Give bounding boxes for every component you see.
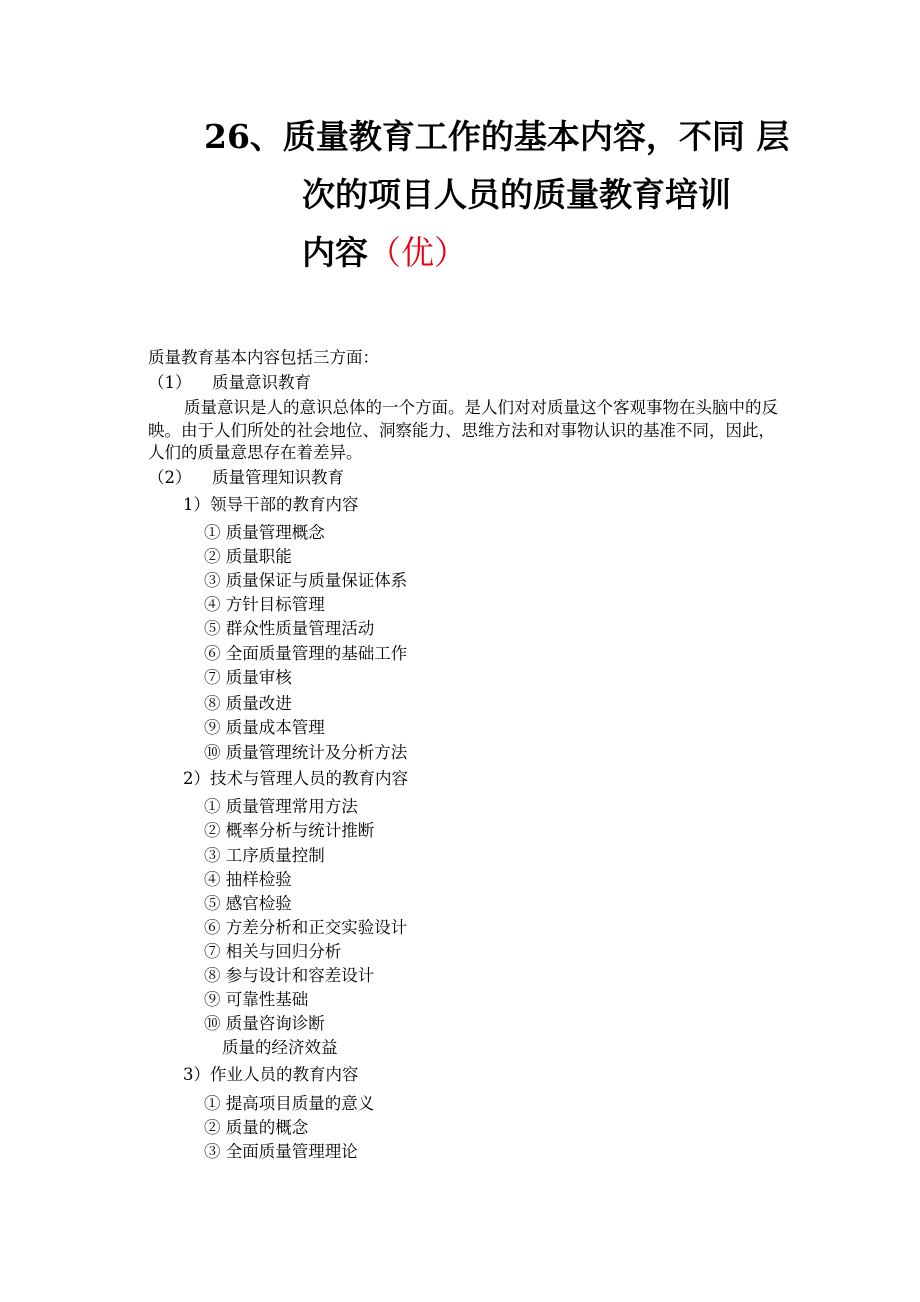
list-item: ⑤ 群众性质量管理活动 <box>204 619 375 638</box>
list-item: ⑧ 参与设计和容差设计 <box>204 966 375 985</box>
list-item: ④ 方针目标管理 <box>204 595 325 614</box>
list-item-continuation: 质量的经济效益 <box>222 1038 338 1057</box>
list-item: ⑩ 质量管理统计及分析方法 <box>204 743 408 762</box>
list-item: ⑤ 感官检验 <box>204 894 292 913</box>
quality-mark: （优） <box>368 233 467 272</box>
list-item: ⑥ 全面质量管理的基础工作 <box>204 644 408 663</box>
list-item: ⑥ 方差分析和正交实验设计 <box>204 918 408 937</box>
section-1-paragraph: 质量意识是人的意识总体的一个方面。是人们对对质量这个客观事物在头脑中的反映。由于人们所处的社会地位、洞察能力、思维方法和对事物认识的基准不同，因此，人们的质量意思存在着差异。 <box>148 398 778 462</box>
list-item: ① 质量管理概念 <box>204 523 325 542</box>
list-item: ② 质量的概念 <box>204 1118 309 1137</box>
title-line-3 <box>302 233 467 272</box>
section-1-number: （1） <box>148 373 192 392</box>
group-3-title: 3）作业人员的教育内容 <box>183 1065 359 1084</box>
list-item: ⑦ 质量审核 <box>204 668 292 687</box>
list-item: ⑦ 相关与回归分析 <box>204 942 342 961</box>
list-item: ③ 工序质量控制 <box>204 846 325 865</box>
list-item: ② 概率分析与统计推断 <box>204 821 375 840</box>
list-item: ④ 抽样检验 <box>204 870 292 889</box>
section-2-number: （2） <box>148 468 192 487</box>
list-item: ③ 质量保证与质量保证体系 <box>204 571 408 590</box>
list-item: ③ 全面质量管理理论 <box>204 1142 358 1161</box>
list-item: ① 提高项目质量的意义 <box>204 1094 375 1113</box>
section-1-heading <box>148 375 311 392</box>
group-1-title: 1）领导干部的教育内容 <box>183 495 359 514</box>
section-2-heading <box>148 470 344 487</box>
title-line-3-main: 内容 <box>302 233 368 272</box>
list-item: ⑧ 质量改进 <box>204 694 292 713</box>
section-1-title: 质量意识教育 <box>212 373 311 392</box>
title-line-1: 26、质量教育工作的基本内容，不同 层 <box>204 117 790 156</box>
title-line-2: 次的项目人员的质量教育培训 <box>302 175 731 214</box>
list-item: ② 质量职能 <box>204 547 292 566</box>
intro-text: 质量教育基本内容包括三方面： <box>148 348 379 367</box>
group-2-title: 2）技术与管理人员的教育内容 <box>183 769 408 788</box>
list-item: ⑨ 质量成本管理 <box>204 718 325 737</box>
list-item: ⑩ 质量咨询诊断 <box>204 1014 325 1033</box>
list-item: ① 质量管理常用方法 <box>204 797 358 816</box>
section-2-title: 质量管理知识教育 <box>212 468 344 487</box>
list-item: ⑨ 可靠性基础 <box>204 990 309 1009</box>
